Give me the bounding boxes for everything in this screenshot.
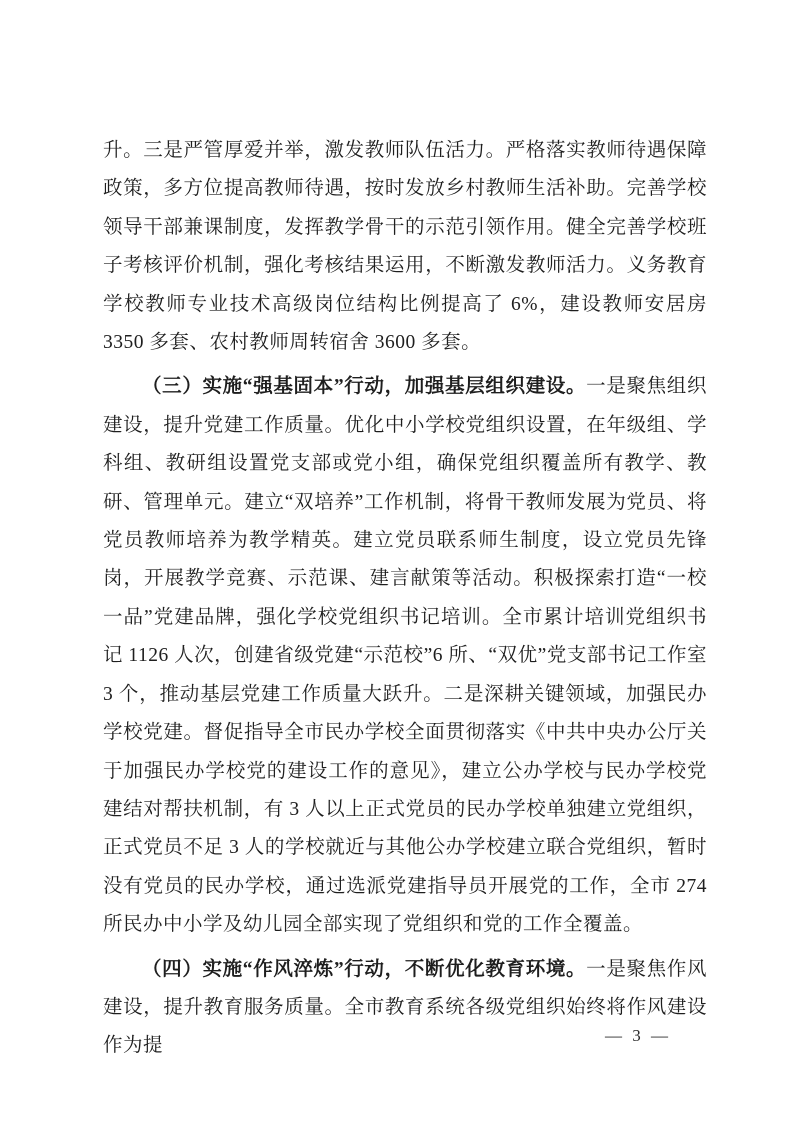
paragraph-continuation bbox=[103, 132, 707, 362]
section-heading: （三）实施“强基固本”行动，加强基层组织建设。 bbox=[142, 376, 587, 398]
section-heading: （四）实施“作风淬炼”行动，不断优化教育环境。 bbox=[142, 958, 587, 980]
paragraph-text: 一是聚焦作风建设，提升教育服务质量。全市教育系统各级党组织始终将作风建设作为提 bbox=[103, 958, 707, 1057]
page-number: — 3 — bbox=[605, 1026, 671, 1045]
paragraph-section-4 bbox=[103, 951, 707, 1066]
paragraph-section-3 bbox=[103, 368, 707, 944]
document-body bbox=[103, 132, 707, 1066]
paragraph-text: 一是聚焦组织建设，提升党建工作质量。优化中小学校党组织设置，在年级组、学科组、教研组设置党支部或党小组，确保党组织覆盖所有教学、教研、管理单元。建立“双培养”工作机制，将骨干教师发展为党员、将党员教师培养为教学精英。建立党员联系师生制度，设立党员先锋岗，开展教学竞赛、示范课、建言献策等活动。积极探索打造“一校一品”党建品牌，强化学校党组织书记培训。全市累计培训党组织书记 1126 人次，创建省级党建“示范校”6 所、“双优”党支部书记工作室 3 个，推动基层党建工作质量大跃升。二是深耕关键领域，加强民办学校党建。督促指导全市民办学校全面贯彻落实《中共中央办公厅关于加强民办学校党的建设工作的意见》，建立公办学校与民办学校党建结对帮扶机制，有 3 人以上正式党员的民办学校单独建立党组织，正式党员不足 3 人的学校就近与其他公办学校建立联合党组织，暂时没有党员的民办学校，通过选派党建指导员开展党的工作，全市 274 所民办中小学及幼儿园全部实现了党组织和党的工作全覆盖。 bbox=[103, 376, 707, 936]
paragraph-text: 升。三是严管厚爱并举，激发教师队伍活力。严格落实教师待遇保障政策，多方位提高教师待遇，按时发放乡村教师生活补助。完善学校领导干部兼课制度，发挥教学骨干的示范引领作用。健全完善学校班子考核评价机制，强化考核结果运用，不断激发教师活力。义务教育学校教师专业技术高级岗位结构比例提高了 6%，建设教师安居房 3350 多套、农村教师周转宿舍 3600 多套。 bbox=[103, 140, 707, 354]
